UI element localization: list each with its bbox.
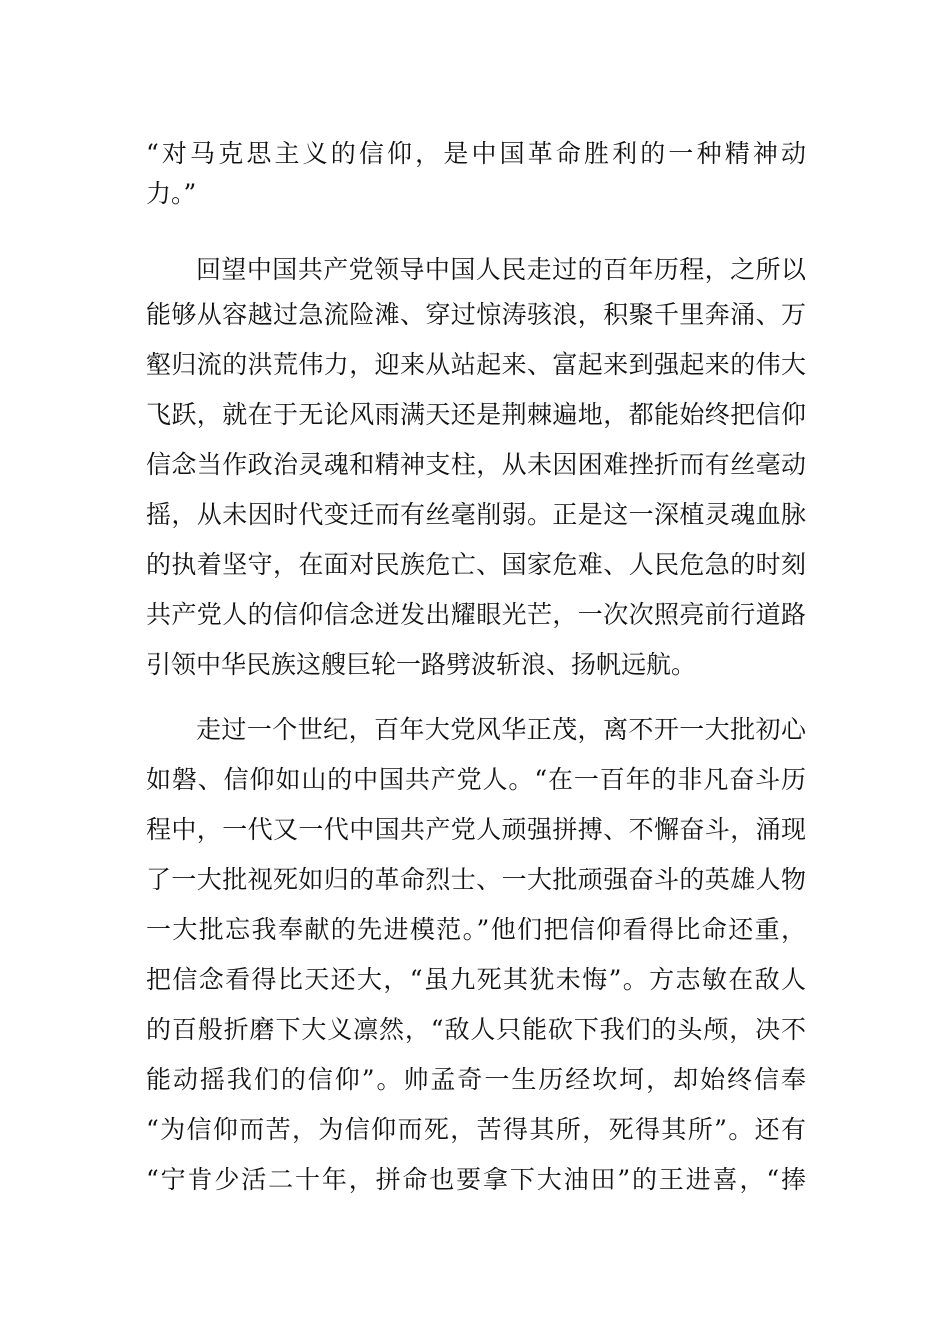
text-line: 走过一个世纪，百年大党风华正茂，离不开一大批初心 bbox=[196, 715, 806, 744]
text-line: 回望中国共产党领导中国人民走过的百年历程，之所以 bbox=[196, 255, 806, 284]
text-line: 能动摇我们的信仰”。帅孟奇一生历经坎坷，却始终信奉 bbox=[146, 1065, 806, 1094]
text-line: 把信念看得比天还大，“虽九死其犹未悔”。方志敏在敌人 bbox=[146, 965, 806, 994]
text-line: 程中，一代又一代中国共产党人顽强拼搏、不懈奋斗，涌现 bbox=[146, 815, 806, 844]
text-line: “宁肯少活二十年，拼命也要拿下大油田”的王进喜，“捧 bbox=[146, 1165, 806, 1194]
text-line: 力。” bbox=[146, 179, 197, 208]
text-line: 的百般折磨下大义凛然，“敌人只能砍下我们的头颅，决不 bbox=[146, 1015, 806, 1044]
text-line: 壑归流的洪荒伟力，迎来从站起来、富起来到强起来的伟大 bbox=[146, 350, 806, 379]
text-line: 能够从容越过急流险滩、穿过惊涛骇浪，积聚千里奔涌、万 bbox=[146, 300, 806, 329]
text-line: “为信仰而苦，为信仰而死，苦得其所，死得其所”。还有 bbox=[146, 1115, 806, 1144]
text-line: 飞跃，就在于无论风雨满天还是荆棘遍地，都能始终把信仰 bbox=[146, 400, 806, 429]
text-line: “对马克思主义的信仰，是中国革命胜利的一种精神动 bbox=[146, 139, 806, 168]
text-line: 如磐、信仰如山的中国共产党人。“在一百年的非凡奋斗历 bbox=[146, 765, 806, 794]
text-line: 的执着坚守，在面对民族危亡、国家危难、人民危急的时刻 bbox=[146, 550, 806, 579]
text-line: 共产党人的信仰信念迸发出耀眼光芒，一次次照亮前行道路 bbox=[146, 600, 806, 629]
text-line: 一大批忘我奉献的先进模范。”他们把信仰看得比命还重， bbox=[146, 915, 806, 944]
text-line: 引领中华民族这艘巨轮一路劈波斩浪、扬帆远航。 bbox=[146, 650, 697, 679]
text-line: 信念当作政治灵魂和精神支柱，从未因困难挫折而有丝毫动 bbox=[146, 450, 806, 479]
text-line: 摇，从未因时代变迁而有丝毫削弱。正是这一深植灵魂血脉 bbox=[146, 500, 806, 529]
text-line: 了一大批视死如归的革命烈士、一大批顽强奋斗的英雄人物 bbox=[146, 865, 806, 894]
